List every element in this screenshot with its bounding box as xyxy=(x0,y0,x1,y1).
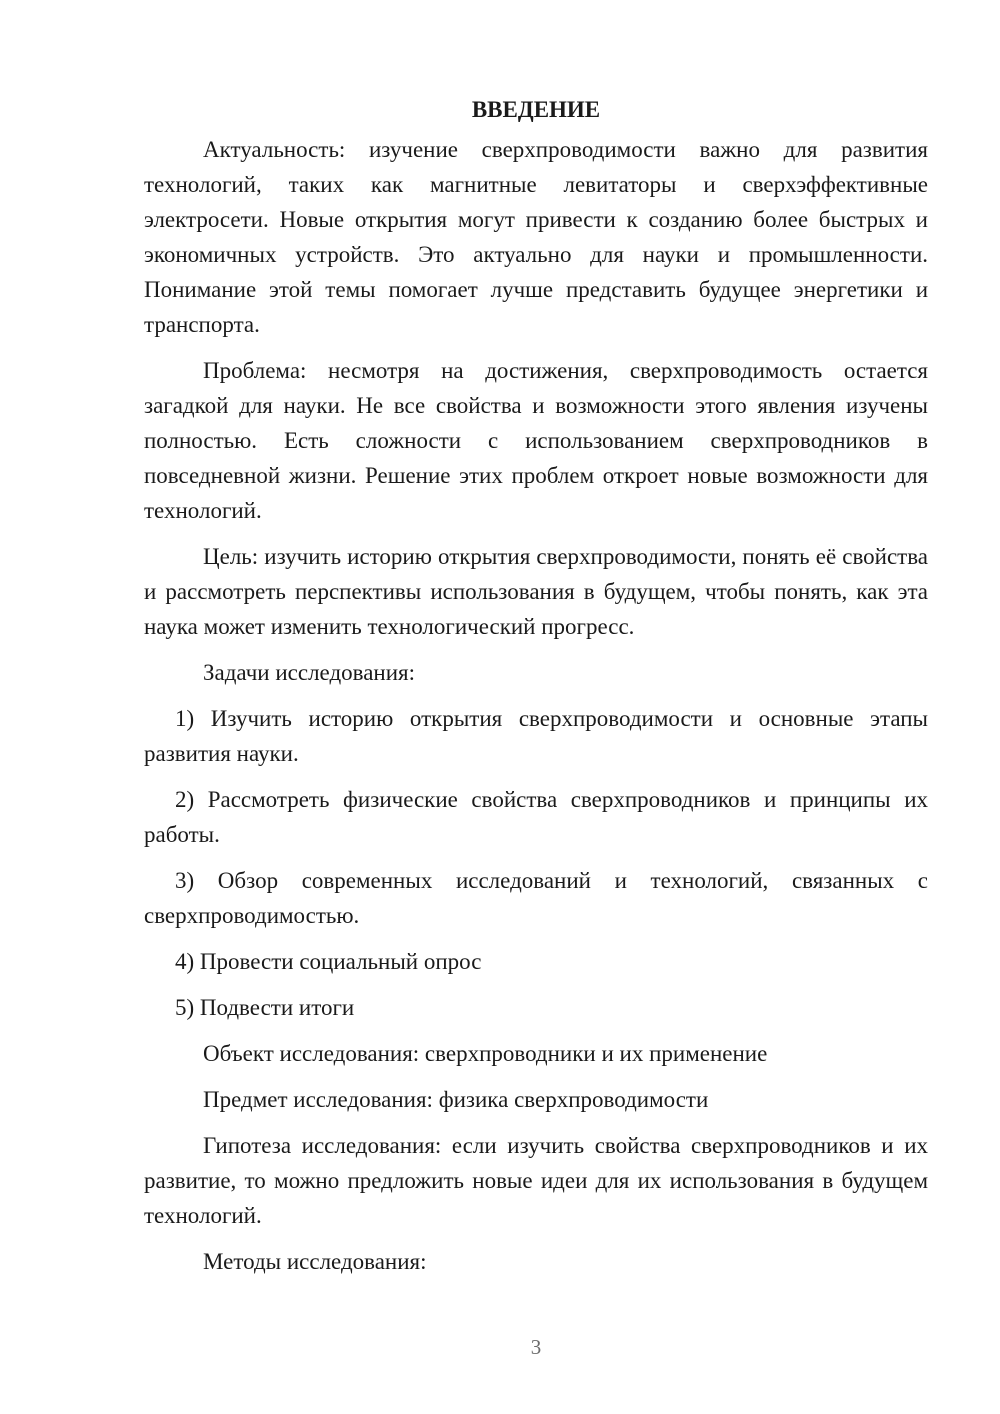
task-item-1: 1) Изучить историю открытия сверхпроводимости и основные этапы развития науки. xyxy=(144,706,928,766)
subject-paragraph: Предмет исследования: физика сверхпроводимости xyxy=(203,1087,709,1112)
goal-paragraph: Цель: изучить историю открытия сверхпроводимости, понять её свойства и рассмотреть перспективы использования в будущем, чтобы понять, как эта наука может изменить технологический прогресс. xyxy=(144,544,928,639)
page-content xyxy=(144,92,928,1290)
task-item-5: 5) Подвести итоги xyxy=(175,995,355,1020)
task-item-4: 4) Провести социальный опрос xyxy=(175,949,482,974)
hypothesis-paragraph: Гипотеза исследования: если изучить свойства сверхпроводников и их развитие, то можно предложить новые идеи для их использования в будущем технологий. xyxy=(144,1133,928,1228)
object-paragraph: Объект исследования: сверхпроводники и их применение xyxy=(203,1041,768,1066)
problem-paragraph: Проблема: несмотря на достижения, сверхпроводимость остается загадкой для науки. Не все свойства и возможности этого явления изучены полностью. Есть сложности с использованием сверхпроводников в повседневной жизни. Решение этих проблем откроет новые возможности для технологий. xyxy=(144,358,928,523)
task-item-3: 3) Обзор современных исследований и технологий, связанных с сверхпроводимостью. xyxy=(144,868,928,928)
section-title: ВВЕДЕНИЕ xyxy=(471,97,601,122)
relevance-paragraph: Актуальность: изучение сверхпроводимости важно для развития технологий, таких как магнитные левитаторы и сверхэффективные электросети. Новые открытия могут привести к созданию более быстрых и экономичных устройств. Это актуально для науки и промышленности. Понимание этой темы помогает лучше представить будущее энергетики и транспорта. xyxy=(144,137,928,337)
task-item-2: 2) Рассмотреть физические свойства сверхпроводников и принципы их работы. xyxy=(144,787,928,847)
page-number: 3 xyxy=(530,1335,542,1359)
methods-heading: Методы исследования: xyxy=(203,1249,427,1274)
tasks-heading: Задачи исследования: xyxy=(203,660,416,685)
